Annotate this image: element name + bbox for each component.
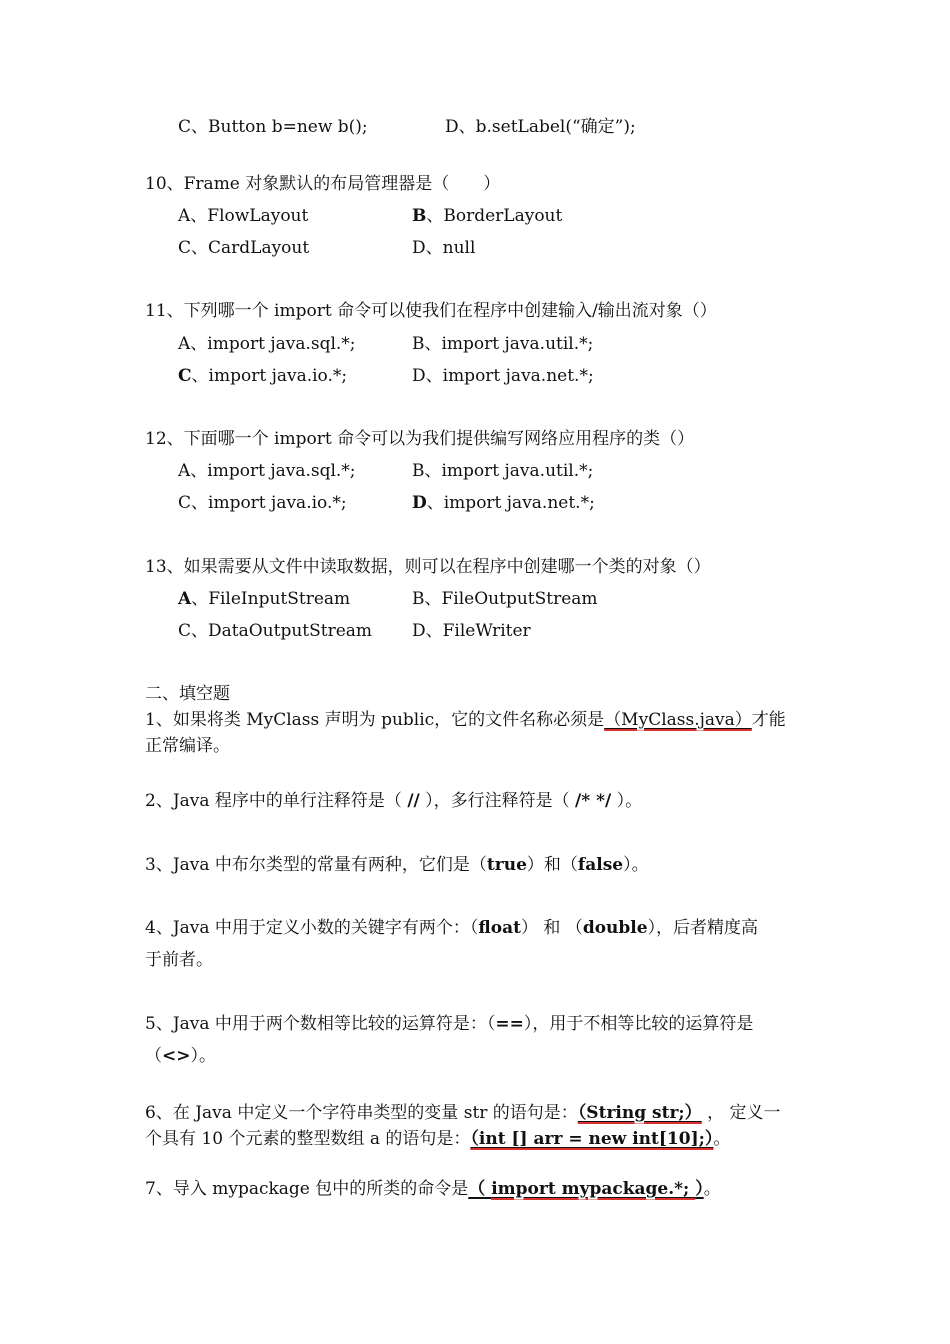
- question-12: 12、下面哪一个 import 命令可以为我们提供编写网络应用程序的类（）: [145, 429, 695, 449]
- option-text: 、import java.net.*;: [426, 493, 595, 513]
- q10-option-b: [412, 205, 562, 227]
- answer-letter: A: [178, 589, 192, 609]
- answer-letter: D: [412, 493, 427, 513]
- fill-text: ），多行注释符是（: [419, 791, 576, 811]
- q11-option-a: A、import java.sql.*;: [178, 334, 356, 354]
- q13-option-c: C、DataOutputStream: [178, 621, 373, 641]
- fill-text: 。: [713, 1129, 731, 1149]
- q12-option-d: [412, 492, 595, 514]
- q13-option-b: B、FileOutputStream: [412, 589, 598, 609]
- q10-option-a: A、FlowLayout: [178, 206, 309, 226]
- answer-text: （MyClass.java）: [604, 710, 752, 730]
- fill-answer: [468, 1179, 703, 1199]
- fill-text: 才能: [751, 710, 786, 730]
- question-10: 10、Frame 对象默认的布局管理器是（ ）: [145, 174, 501, 194]
- fill-text: 1、如果将类 MyClass 声明为 public，它的文件名称必须是: [145, 710, 605, 730]
- fill-text: 4、Java 中用于定义小数的关键字有两个：（: [145, 918, 479, 938]
- q12-option-b: B、import java.util.*;: [412, 461, 594, 481]
- option-d: D、b.setLabel(“确定”);: [445, 117, 636, 137]
- fill-answer: [604, 710, 752, 730]
- fill-text: 2、Java 程序中的单行注释符是（: [145, 791, 408, 811]
- option-text: 、import java.io.*;: [191, 366, 348, 386]
- option-text: 、FileInputStream: [191, 589, 351, 609]
- fill-text: 6、在 Java 中定义一个字符串类型的变量 str 的语句是：: [145, 1103, 578, 1123]
- q10-option-c: C、CardLayout: [178, 238, 310, 258]
- fill-text: （: [145, 1046, 162, 1066]
- q12-option-c: C、import java.io.*;: [178, 493, 347, 513]
- answer-text: false: [577, 855, 624, 875]
- question-11: 11、下列哪一个 import 命令可以使我们在程序中创建输入/输出流对象（）: [145, 301, 717, 321]
- fill-answer: [578, 1103, 702, 1123]
- q13-option-a: [178, 588, 350, 610]
- fill-4-line2: 于前者。: [145, 950, 213, 970]
- fill-text: ），用于不相等比较的运算符是: [523, 1014, 754, 1034]
- fill-3: [145, 854, 649, 876]
- answer-text: double: [582, 918, 648, 938]
- fill-text: 3、Java 中布尔类型的常量有两种，它们是（: [145, 855, 487, 875]
- fill-text: ）: [695, 1179, 704, 1199]
- fill-5: [145, 1013, 753, 1035]
- question-13: 13、如果需要从文件中读取数据，则可以在程序中创建哪一个类的对象（）: [145, 557, 711, 577]
- answer-text: /* */: [575, 791, 612, 811]
- fill-text: ， 定义一: [701, 1103, 781, 1123]
- fill-text: ） 和 （: [521, 918, 583, 938]
- fill-4: [145, 917, 758, 939]
- fill-text: （: [468, 1179, 492, 1199]
- answer-text: （String str;）: [577, 1103, 702, 1123]
- q11-option-c: [178, 365, 347, 387]
- answer-text: ==: [495, 1014, 524, 1034]
- q10-option-d: D、null: [412, 238, 476, 258]
- option-c: C、Button b=new b();: [178, 117, 368, 137]
- fill-answer: [470, 1129, 713, 1149]
- q11-option-b: B、import java.util.*;: [412, 334, 594, 354]
- fill-6-line2: [145, 1128, 730, 1150]
- answer-text: //: [407, 791, 420, 811]
- fill-text: ）。: [190, 1046, 216, 1066]
- fill-text: 7、导入 mypackage 包中的所类的命令是: [145, 1179, 469, 1199]
- fill-text: 5、Java 中用于两个数相等比较的运算符是：（: [145, 1014, 496, 1034]
- answer-text: import mypackage.*;: [491, 1179, 696, 1199]
- fill-text: ）。: [611, 791, 643, 811]
- fill-1: [145, 709, 786, 731]
- fill-text: ）和（: [526, 855, 578, 875]
- answer-text: true: [486, 855, 527, 875]
- fill-2: [145, 790, 642, 812]
- q12-option-a: A、import java.sql.*;: [178, 461, 356, 481]
- fill-text: ），后者精度高: [647, 918, 759, 938]
- answer-text: float: [478, 918, 521, 938]
- q13-option-d: D、FileWriter: [412, 621, 531, 641]
- section-title: 二、填空题: [145, 684, 230, 704]
- fill-5-line2: [145, 1045, 216, 1067]
- option-text: 、BorderLayout: [426, 206, 563, 226]
- fill-7: [145, 1178, 721, 1200]
- answer-text: <>: [162, 1046, 191, 1066]
- answer-letter: C: [178, 366, 192, 386]
- answer-letter: B: [412, 206, 427, 226]
- fill-1-line2: 正常编译。: [145, 736, 230, 756]
- fill-6: [145, 1102, 781, 1124]
- fill-text: ）。: [623, 855, 649, 875]
- fill-text: 个具有 10 个元素的整型数组 a 的语句是：: [145, 1129, 471, 1149]
- answer-text: （int [] arr = new int[10];）: [470, 1129, 714, 1149]
- q11-option-d: D、import java.net.*;: [412, 366, 594, 386]
- fill-text: 。: [703, 1179, 721, 1199]
